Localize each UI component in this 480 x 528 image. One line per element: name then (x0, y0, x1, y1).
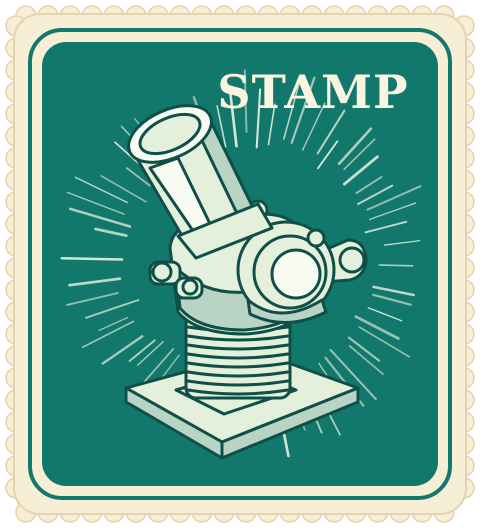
knob-cap (153, 263, 171, 281)
screw (308, 230, 324, 246)
ray-line (379, 265, 412, 266)
focus-wheel-hub (272, 250, 320, 298)
arm-cap (340, 248, 364, 272)
knob-cap (183, 280, 197, 294)
stamp-title: STAMP (217, 65, 409, 119)
ray-line (62, 258, 122, 259)
